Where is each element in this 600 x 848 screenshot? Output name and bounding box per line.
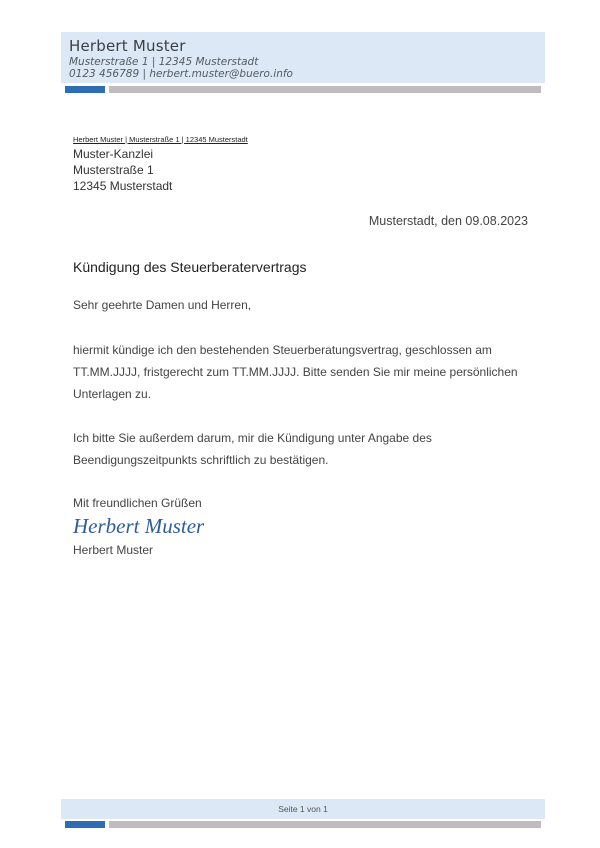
header-accent-bar [65, 86, 105, 93]
return-address: Herbert Muster | Musterstraße 1 | 12345 Musterstadt [73, 135, 248, 144]
sender-address: Musterstraße 1 | 12345 Musterstadt [69, 56, 259, 68]
salutation: Sehr geehrte Damen und Herren, [73, 298, 252, 312]
footer-accent-bar [65, 821, 105, 828]
sender-contact: 0123 456789 | herbert.muster@buero.info [69, 68, 293, 80]
sender-name: Herbert Muster [69, 37, 186, 55]
letterhead [61, 32, 545, 83]
footer-divider-bar [109, 821, 541, 828]
recipient-line: Muster-Kanzlei [73, 147, 154, 161]
body-line: TT.MM.JJJJ, fristgerecht zum TT.MM.JJJJ. Bitte senden Sie mir meine persönlichen [73, 365, 518, 379]
page-footer [61, 799, 545, 819]
recipient-line: Musterstraße 1 [73, 163, 154, 177]
recipient-line: 12345 Musterstadt [73, 179, 173, 193]
handwritten-signature: Herbert Muster [73, 514, 205, 538]
closing: Mit freundlichen Grüßen [73, 496, 202, 510]
header-divider-bar [109, 86, 541, 93]
body-line: Ich bitte Sie außerdem darum, mir die Kündigung unter Angabe des [73, 431, 432, 445]
page-number: Seite 1 von 1 [278, 804, 328, 814]
body-line: Beendigungszeitpunkts schriftlich zu bestätigen. [73, 453, 329, 467]
body-line: Unterlagen zu. [73, 387, 152, 401]
letter-subject: Kündigung des Steuerberatervertrags [73, 259, 307, 275]
signer-name: Herbert Muster [73, 543, 154, 557]
body-line: hiermit kündige ich den bestehenden Steuerberatungsvertrag, geschlossen am [73, 343, 492, 357]
date-line: Musterstadt, den 09.08.2023 [368, 214, 528, 228]
